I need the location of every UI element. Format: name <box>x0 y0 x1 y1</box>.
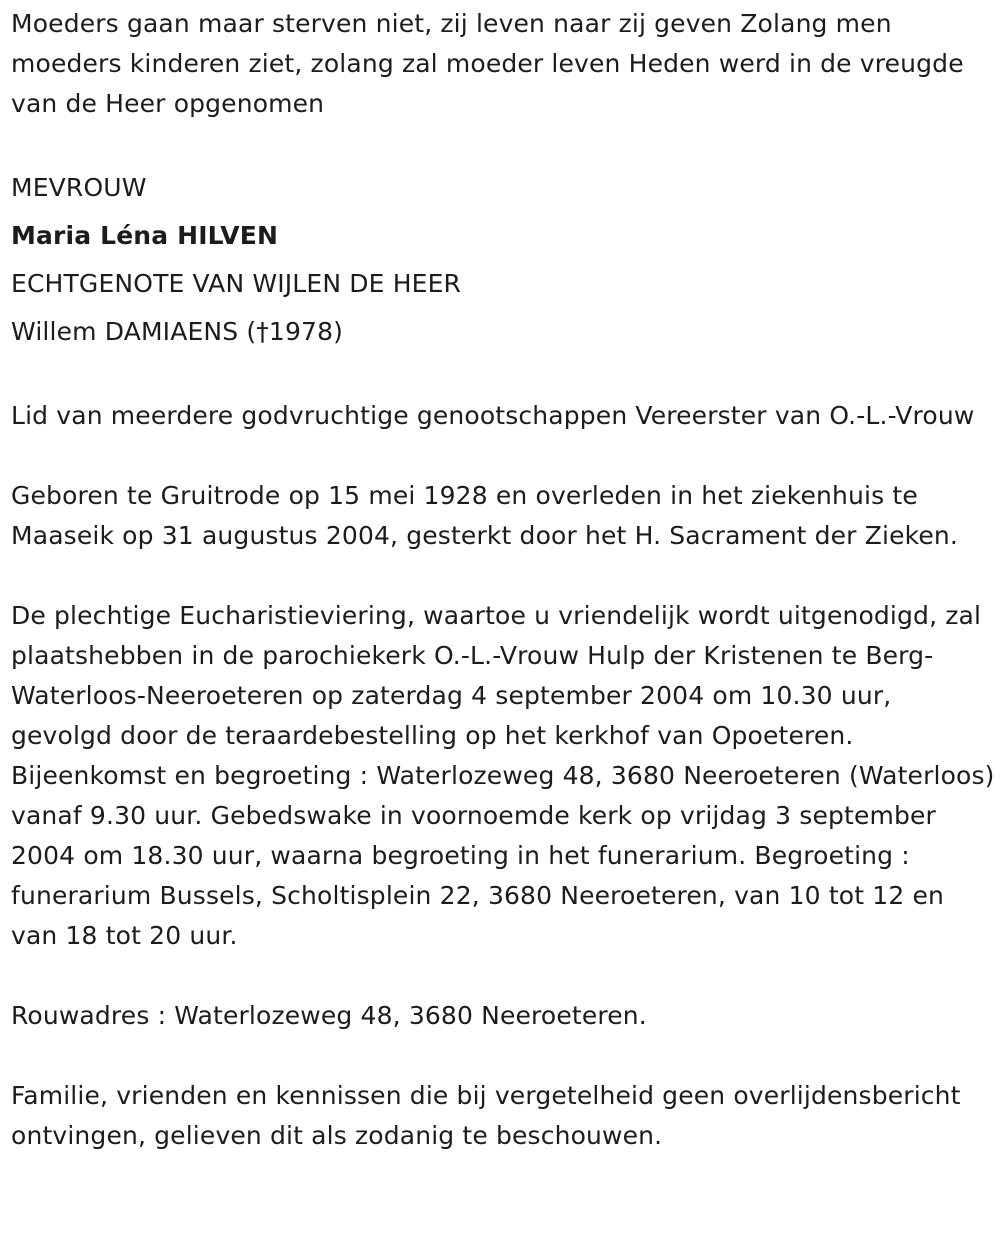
spacer <box>11 356 996 396</box>
deceased-name: Maria Léna HILVEN <box>11 221 279 250</box>
spouse-label: ECHTGENOTE VAN WIJLEN DE HEER <box>11 269 462 298</box>
spacer <box>11 556 996 596</box>
obituary-text <box>11 4 996 1156</box>
spouse-name: Willem DAMIAENS (†1978) <box>11 317 344 346</box>
mourning-address: Rouwadres : Waterlozeweg 48, 3680 Neeroeteren. <box>11 1001 647 1030</box>
membership-text: Lid van meerdere godvruchtige genootschappen Vereerster van O.-L.-Vrouw <box>11 401 975 430</box>
spacer <box>11 436 996 476</box>
intro-verse: Moeders gaan maar sterven niet, zij leven naar zij geven Zolang men moeders kinderen ziet, zolang zal moeder leven Heden werd in de vreugde van de Heer opgenomen <box>11 9 964 118</box>
title-label: MEVROUW <box>11 173 147 202</box>
service-details: De plechtige Eucharistieviering, waartoe u vriendelijk wordt uitgenodigd, zal plaatshebben in de parochiekerk O.-L.-Vrouw Hulp der Kristenen te Berg-Waterloos-Neeroeteren op zaterdag 4 september 2004 om 10.30 uur, gevolgd door de teraardebestelling op het kerkhof van Opoeteren. Bijeenkomst en begroeting : Waterlozeweg 48, 3680 Neeroeteren (Waterloos) vanaf 9.30 uur. Gebedswake in voornoemde kerk op vrijdag 3 september 2004 om 18.30 uur, waarna begroeting in het funerarium. Begroeting : funerarium Bussels, Scholtisplein 22, 3680 Neeroeteren, van 10 tot 12 en van 18 tot 20 uur. <box>11 601 995 950</box>
spacer <box>11 124 996 164</box>
spacer <box>11 956 996 996</box>
birth-death-text: Geboren te Gruitrode op 15 mei 1928 en overleden in het ziekenhuis te Maaseik op 31 augustus 2004, gesterkt door het H. Sacrament der Zieken. <box>11 481 958 550</box>
closing-note: Familie, vrienden en kennissen die bij vergetelheid geen overlijdensbericht ontvingen, gelieven dit als zodanig te beschouwen. <box>11 1081 961 1150</box>
spacer <box>11 1036 996 1076</box>
